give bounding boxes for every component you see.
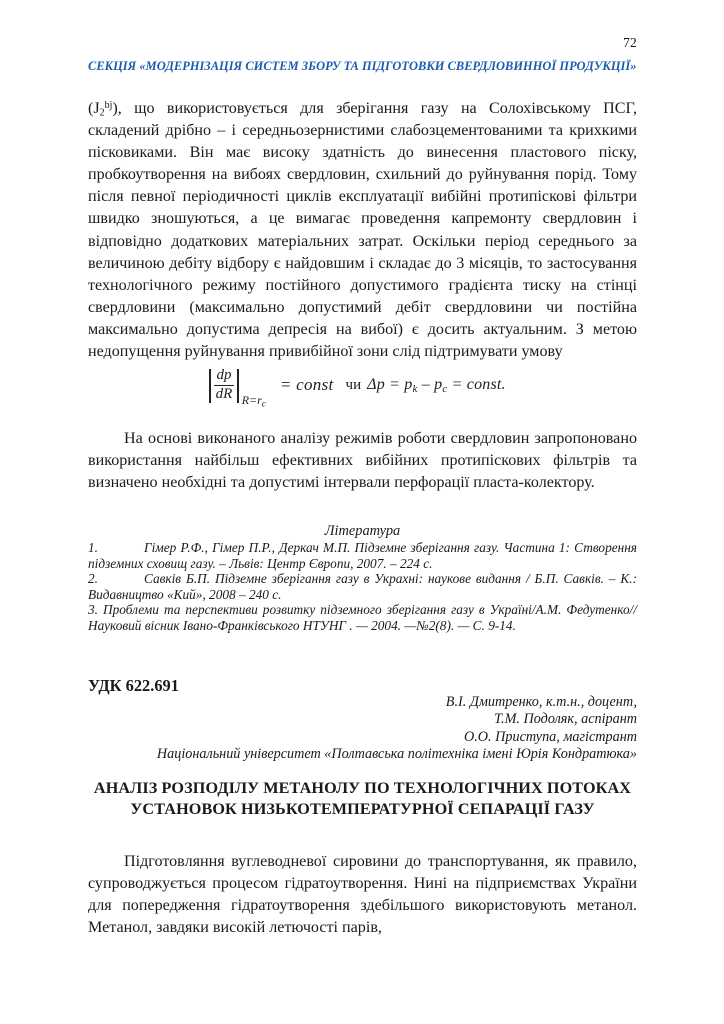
affiliation-line: Національний університет «Полтавська політехніка імені Юрія Кондратюка» [156, 746, 637, 763]
equation-equals-const: = const [279, 375, 334, 395]
reference-number-3: 3. [88, 602, 98, 618]
reference-item-1 [88, 540, 637, 571]
formation-label-lead: (J [88, 100, 100, 117]
body-paragraph-2-block [88, 428, 637, 494]
equation-conjunction: чи [345, 376, 362, 393]
equation-block [88, 368, 637, 408]
equation-tail [367, 376, 506, 394]
abs-bar-left-icon [209, 369, 210, 403]
reference-number-2: 2. [88, 571, 98, 587]
condition-subscript: c [261, 398, 266, 409]
author-line-3: О.О. Приступа, магістрант [464, 728, 637, 745]
references-heading: Література [324, 523, 401, 539]
body-paragraph-1-block [88, 98, 637, 363]
fraction-numerator: dp [216, 367, 232, 383]
tail-minus-p: – p [417, 376, 443, 394]
body-paragraph-2: На основі виконаного аналізу режимів роботи свердловин запропоновано використання найбільш ефективних вибійних протипіскових фільтрів та визначено необхідні та допустимі інтервали перфорації пласта-колектору. [88, 430, 637, 492]
references-list [88, 540, 637, 634]
tail-equals-const: = const. [447, 376, 506, 394]
absolute-value-group [207, 367, 266, 409]
abstract-block [88, 851, 637, 939]
fraction-denominator: dR [215, 385, 233, 402]
body-paragraph-1-text: ), що використовується для зберігання газу на Солохівському ПСГ, складений дрібно – і середньозернистими слабозцементованими та крихкими пісковиками. Він має високу здатність до винесення пластового піску, пробкоутворення на вибоях свердловин, схильний до руйнування порід. Тому після певної періодичності циклів експлуатації вибійні протипіскові фільтри швидко зношуються, а це вимагає проведення капремонту свердловин і відповідно додаткових матеріальних затрат. Оскільки період середнього за величиною дебіту відбору є найдовшим і складає до 3 місяців, то застосування технологічного режиму постійного допустимого градієнта тиску на стінці свердловини (максимально допустимий дебіт свердловини чи постійна максимально допустима депресія на вибої) є досить актуальним. З метою недопущення руйнування привибійної зони слід підтримувати умову [88, 100, 637, 361]
reference-item-3 [88, 602, 637, 633]
reference-item-2 [88, 571, 637, 602]
condition-base: R=r [241, 393, 262, 408]
derivative-fraction [213, 368, 236, 403]
evaluation-condition [241, 393, 266, 408]
reference-text-2: Савків Б.П. Підземне зберігання газу в Украхні: наукове видання / Б.П. Савків. – К.: Видавництво «Кий», 2008 – 240 с. [88, 571, 637, 602]
reference-text-1: Гімер Р.Ф., Гімер П.Р., Деркач М.П. Підземне зберігання газу. Частина 1: Створення підземних сховищ газу. – Львів: Центр Європи, 2007. – 224 с. [88, 540, 637, 571]
page-number: 72 [623, 35, 637, 50]
author-line-2: Т.М. Подоляк, аспірант [494, 711, 637, 728]
running-head: СЕКЦІЯ «МОДЕРНІЗАЦІЯ СИСТЕМ ЗБОРУ ТА ПІДГОТОВКИ СВЕРДЛОВИННОЇ ПРОДУКЦІЇ» [88, 59, 637, 73]
article-title: АНАЛІЗ РОЗПОДІЛУ МЕТАНОЛУ ПО ТЕХНОЛОГІЧНИХ ПОТОКАХ УСТАНОВОК НИЗЬКОТЕМПЕРАТУРНОЇ СЕПАРАЦІЇ ГАЗУ [93, 779, 632, 819]
author-block [88, 694, 637, 764]
udk-code: УДК 622.691 [88, 676, 179, 695]
tail-subscript-k: k [412, 383, 418, 396]
author-line-1: В.І. Дмитренко, к.т.н., доцент, [445, 694, 637, 710]
tail-delta-p: Δp = p [367, 376, 413, 394]
reference-number-1: 1. [88, 540, 98, 555]
reference-text-3: Проблеми та перспективи розвитку підземного зберігання газу в Україні/А.М. Федутенко// Науковий вісник Івано-Франківського НТУНГ . — 2004. —№2(8). — С. 9-14. [88, 602, 637, 633]
tail-subscript-c: c [442, 383, 448, 396]
page-content [88, 0, 637, 1024]
formation-label-subscript: 2 [99, 107, 105, 119]
body-paragraph-1 [88, 98, 637, 363]
equation-inner [207, 367, 506, 409]
abs-bar-right-icon [237, 369, 238, 403]
formation-label-superscript: bj [104, 99, 113, 111]
abstract-paragraph: Підготовляння вуглеводневої сировини до транспортування, як правило, супроводжується процесом гідратоутворення. Нині на підприємствах України для попередження гідратоутворення здебільшого використовують метанол. Метанол, завдяки високій летючості парів, [88, 853, 637, 937]
